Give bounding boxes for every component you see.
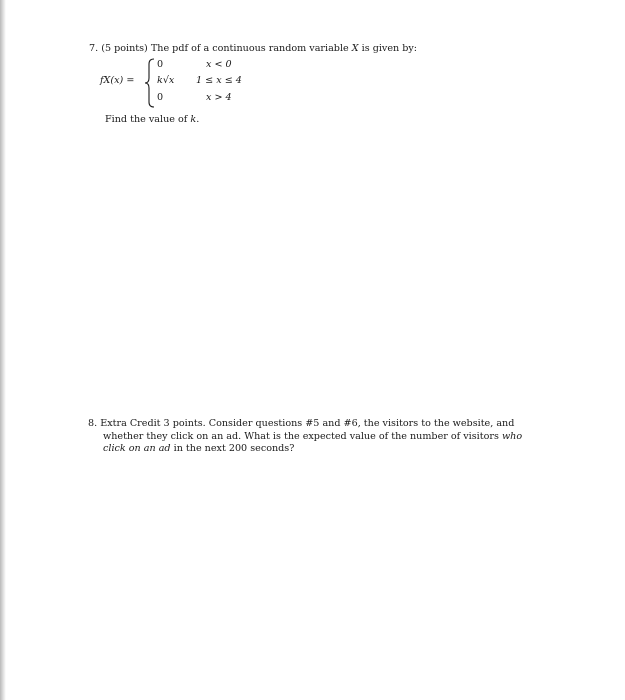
- find-text: Find the value of: [105, 114, 188, 125]
- pdf-function-lhs: fX(x) =: [100, 75, 135, 86]
- question-7-prompt: The pdf of a continuous random variable: [150, 43, 349, 54]
- question-8-line-2: [88, 431, 578, 444]
- question-7-find: [105, 113, 199, 127]
- case-1-condition: x < 0: [206, 59, 232, 70]
- pdf-definition: [100, 58, 300, 108]
- question-8-text-2-emph: who: [501, 430, 523, 442]
- case-2-value: k√x: [157, 75, 175, 86]
- question-8-text-1: Extra Credit 3 points. Consider questions #5 and #6, the visitors to the website, and: [100, 418, 515, 429]
- piecewise-brace: [144, 58, 156, 108]
- question-8: [88, 418, 578, 456]
- question-8-text-2: whether they click on an ad. What is the expected value of the number of visitors: [103, 430, 499, 442]
- find-period: .: [196, 114, 200, 125]
- question-7-header: [89, 42, 417, 56]
- random-variable-symbol: X: [351, 43, 359, 54]
- question-7-number: 7.: [89, 43, 99, 54]
- question-7-points: (5 points): [101, 43, 148, 54]
- case-1-value: 0: [157, 59, 164, 70]
- case-3-condition: x > 4: [206, 92, 232, 103]
- question-8-number: 8.: [88, 418, 98, 429]
- question-8-line-1: [88, 418, 578, 431]
- question-8-text-3: in the next 200 seconds?: [173, 443, 295, 454]
- question-7-prompt-end: is given by:: [361, 43, 418, 54]
- find-variable: k: [190, 114, 197, 125]
- question-8-line-3: [88, 443, 578, 456]
- question-8-text-3-emph: click on an ad: [103, 443, 171, 454]
- case-2-condition: 1 ≤ x ≤ 4: [196, 75, 242, 86]
- case-3-value: 0: [157, 92, 164, 103]
